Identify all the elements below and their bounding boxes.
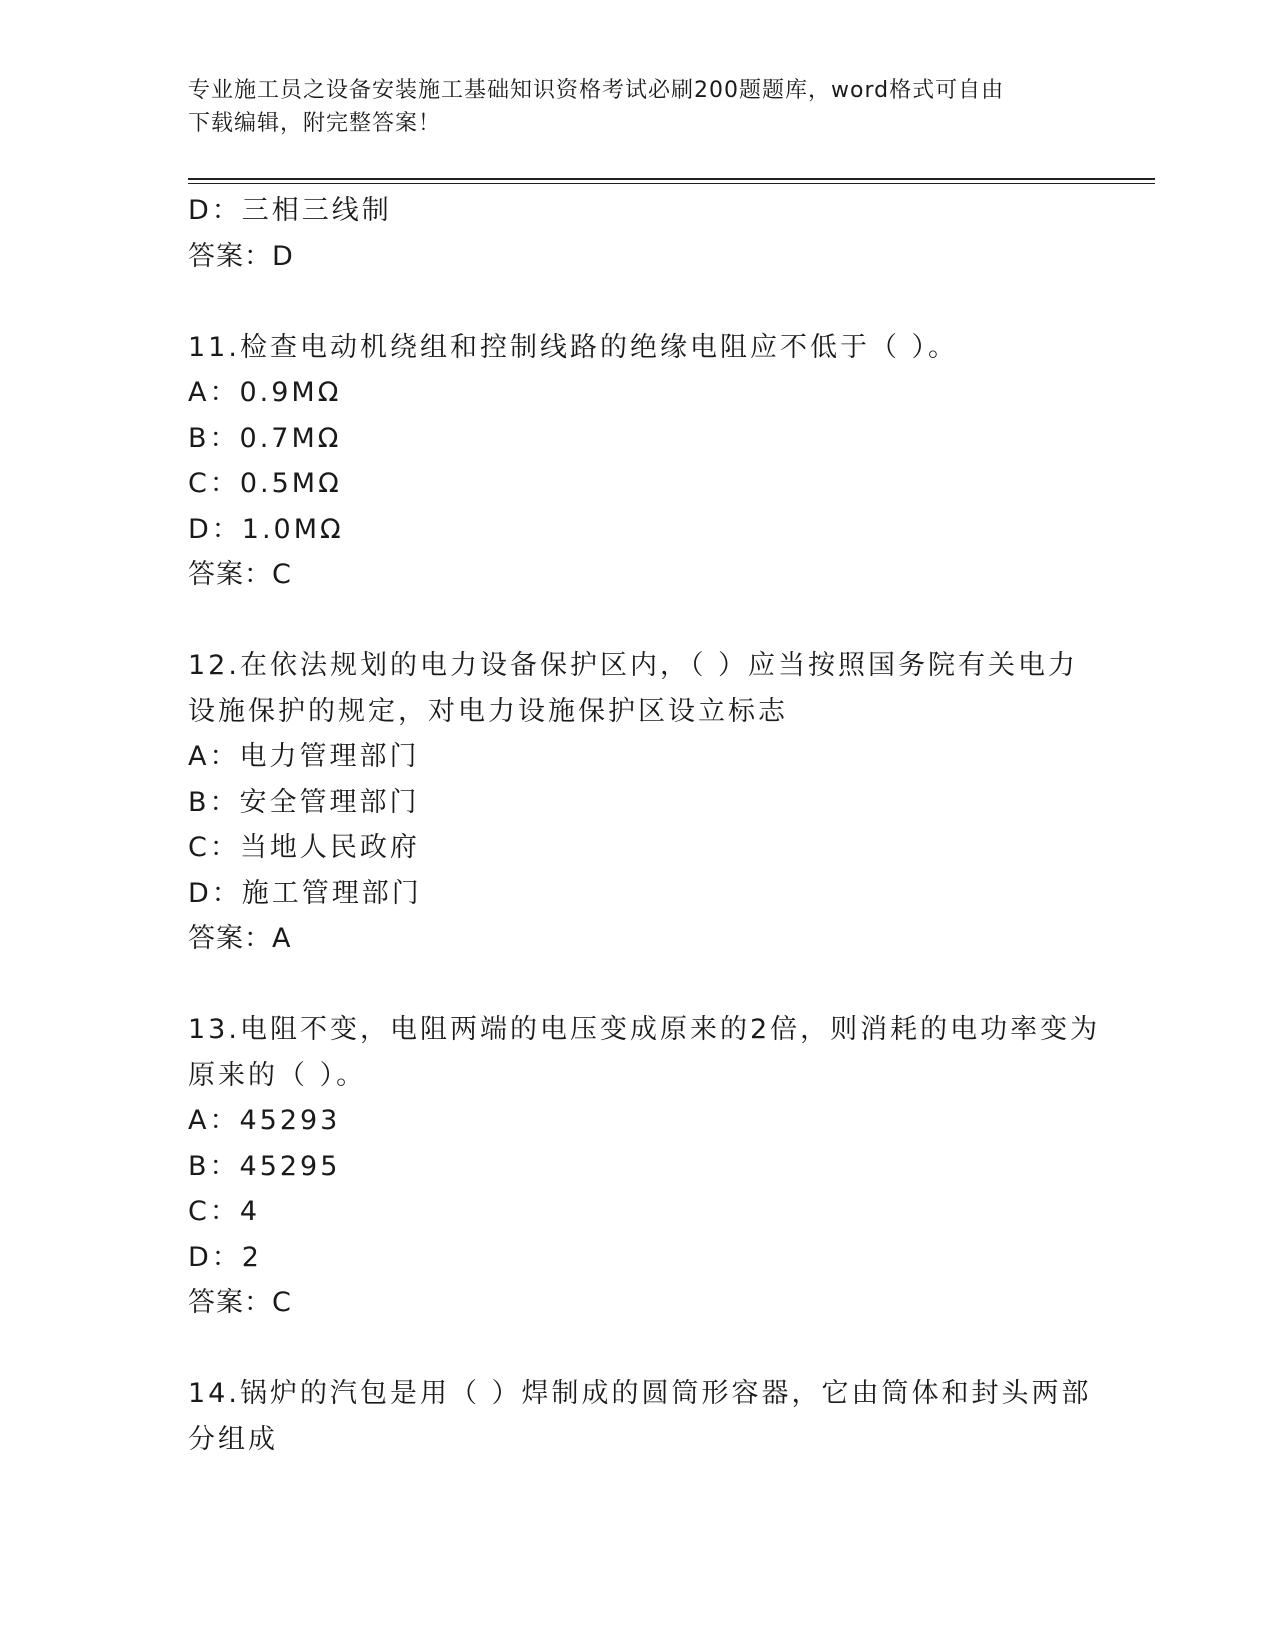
question-block-11 <box>188 325 1088 598</box>
spacer <box>188 962 1088 1008</box>
spacer <box>188 598 1088 644</box>
question-stem: 14.锅炉的汽包是用（ ）焊制成的圆筒形容器，它由筒体和封头两部 <box>188 1378 1092 1409</box>
option-b: B：0.7MΩ <box>188 422 342 454</box>
spacer <box>188 1326 1088 1372</box>
option-a: A：45293 <box>188 1105 341 1136</box>
answer-line: 答案：A <box>188 923 292 954</box>
question-block-14 <box>188 1371 1092 1462</box>
option-a: A：电力管理部门 <box>188 741 420 772</box>
question-stem: 13.电阻不变，电阻两端的电压变成原来的2倍，则消耗的电功率变为 <box>188 1014 1101 1045</box>
header-divider-thin <box>188 183 1155 184</box>
option-a: A：0.9MΩ <box>188 377 342 408</box>
question-list <box>188 188 1101 1462</box>
spacer <box>188 279 1088 325</box>
answer-line: 答案：C <box>188 559 292 590</box>
option-c: C：4 <box>188 1196 261 1227</box>
question-stem-continued: 原来的（ ）。 <box>188 1059 367 1091</box>
question-stem: 12.在依法规划的电力设备保护区内，（ ）应当按照国务院有关电力 <box>188 650 1079 681</box>
question-stem-continued: 分组成 <box>188 1423 278 1455</box>
answer-line: 答案：D <box>188 240 294 272</box>
option-b: B：安全管理部门 <box>188 786 420 818</box>
header-divider-thick <box>188 178 1155 180</box>
option-b: B：45295 <box>188 1150 341 1182</box>
option-d: D：施工管理部门 <box>188 877 422 909</box>
question-block-13 <box>188 1007 1101 1326</box>
header-line-2: 下载编辑，附完整答案！ <box>188 111 442 136</box>
option-c: C：0.5MΩ <box>188 468 342 499</box>
option-d: D：1.0MΩ <box>188 513 344 545</box>
question-stem-continued: 设施保护的规定，对电力设施保护区设立标志 <box>188 695 788 727</box>
question-stem: 11.检查电动机绕组和控制线路的绝缘电阻应不低于（ ）。 <box>188 331 959 363</box>
option-d: D：2 <box>188 1241 262 1273</box>
question-block-previous <box>188 188 1088 279</box>
option-c: C：当地人民政府 <box>188 832 420 863</box>
option-d: D：三相三线制 <box>188 195 392 226</box>
header-line-1: 专业施工员之设备安装施工基础知识资格考试必刷200题题库，word格式可自由 <box>188 78 1005 103</box>
document-header <box>188 74 1088 140</box>
answer-line: 答案：C <box>188 1287 292 1318</box>
question-block-12 <box>188 643 1088 962</box>
